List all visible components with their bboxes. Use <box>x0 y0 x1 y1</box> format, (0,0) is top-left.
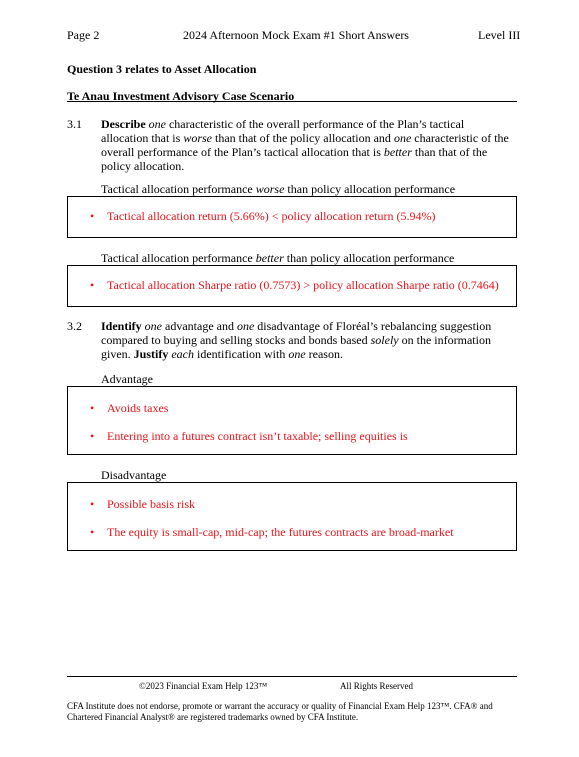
disadvantage-answer-1: Possible basis risk <box>107 497 196 511</box>
footer-disclaimer: CFA Institute does not endorse, promote or warrant the accuracy or quality of Financial Exam Help 123™. CFA® and Chartered Financial Analyst® are registered trademarks owned by CFA Institute. <box>67 701 493 722</box>
better-answer-box <box>67 265 517 307</box>
question-number-3-1: 3.1 <box>67 117 82 131</box>
footer-rule <box>67 676 517 677</box>
question-number-3-2: 3.2 <box>67 319 82 333</box>
better-label: Tactical allocation performance better than policy allocation performance <box>101 251 455 265</box>
question-3-1-text: Describe one characteristic of the overall performance of the Plan’s tactical allocation that is worse than that of the policy allocation and one characteristic of the overall performance of the Plan’s tactical allocation that is better than that of the policy allocation. <box>101 117 509 173</box>
advantage-label: Advantage <box>101 372 153 386</box>
bullet-icon: • <box>90 278 95 292</box>
disadvantage-answer-box <box>67 482 517 551</box>
advantage-answer-1: Avoids taxes <box>107 401 169 415</box>
question-3-2-text: Identify one advantage and one disadvantage of Floréal’s rebalancing suggestion compared to buying and selling stocks and bonds based solely on the information given. Justify each identification with one reason. <box>101 319 492 361</box>
disadvantage-answer-2: The equity is small-cap, mid-cap; the futures contracts are broad-market <box>107 525 454 539</box>
exam-level: Level III <box>478 28 521 42</box>
disadvantage-label: Disadvantage <box>101 468 167 482</box>
advantage-answer-box <box>67 386 517 455</box>
question-heading: Question 3 relates to Asset Allocation <box>67 62 257 76</box>
page-number: Page 2 <box>67 28 100 42</box>
footer-copyright: ©2023 Financial Exam Help 123™ <box>139 681 268 691</box>
bullet-icon: • <box>90 525 95 539</box>
advantage-answer-2: Entering into a futures contract isn’t taxable; selling equities is <box>107 429 408 443</box>
case-title-rule <box>67 101 517 102</box>
document-title: 2024 Afternoon Mock Exam #1 Short Answers <box>183 28 409 42</box>
footer-rights: All Rights Reserved <box>340 681 413 691</box>
worse-answer-box <box>67 196 517 238</box>
better-answer: Tactical allocation Sharpe ratio (0.7573) > policy allocation Sharpe ratio (0.7464) <box>107 278 499 292</box>
bullet-icon: • <box>90 401 95 415</box>
bullet-icon: • <box>90 497 95 511</box>
worse-label: Tactical allocation performance worse than policy allocation performance <box>101 182 456 196</box>
bullet-icon: • <box>90 209 95 223</box>
worse-answer: Tactical allocation return (5.66%) < policy allocation return (5.94%) <box>107 209 436 223</box>
case-title: Te Anau Investment Advisory Case Scenario <box>67 89 295 103</box>
bullet-icon: • <box>90 429 95 443</box>
